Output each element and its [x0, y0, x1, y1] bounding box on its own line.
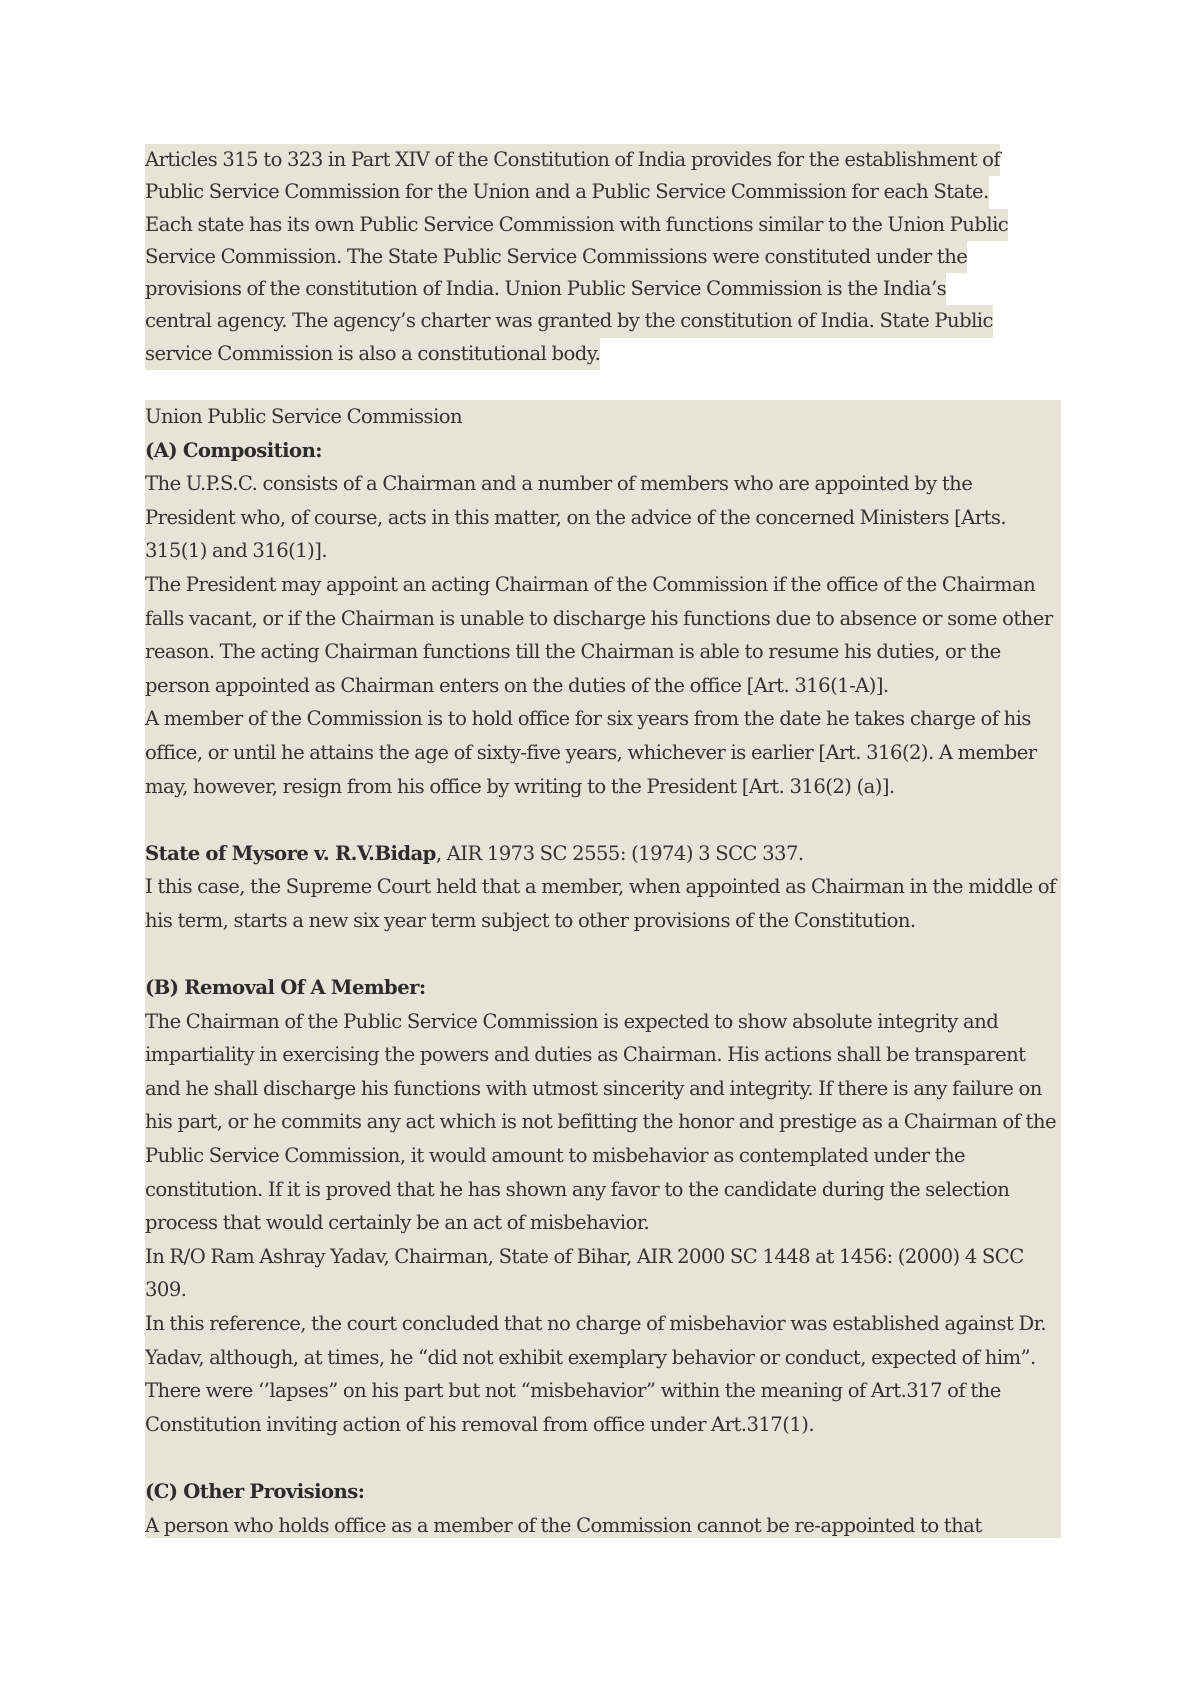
other-provisions-paragraph: A person who holds office as a member of the Commission cannot be re-appointed to that [145, 1513, 982, 1537]
case-holding-paragraph: I this case, the Supreme Court held that a member, when appointed as Chairman in the middle of his term, starts a new six year term subject to other provisions of the Constitution. [145, 875, 1056, 932]
other-provisions-heading: (C) Other Provisions: [145, 1480, 365, 1503]
removal-heading: (B) Removal Of A Member: [145, 976, 426, 1000]
intro-line: Articles 315 to 323 in Part XIV of the Constitution of India provides for the establishment of [145, 144, 1000, 176]
intro-line: central agency. The agency’s charter was granted by the constitution of India. State Public [145, 305, 993, 337]
ram-ashray-case-citation: In R/O Ram Ashray Yadav, Chairman, State of Bihar, AIR 2000 SC 1448 at 1456: (2000) 4 SCC 309. [145, 1244, 1024, 1302]
intro-line: Each state has its own Public Service Commission with functions similar to the Union Public [145, 209, 1008, 241]
composition-heading: (A) Composition: [145, 438, 322, 462]
case-citation [145, 837, 1061, 871]
acting-chairman-paragraph: The President may appoint an acting Chairman of the Commission if the office of the Chairman falls vacant, or if the Chairman is unable to discharge his functions due to absence or some other reason. The acting Chairman functions till the Chairman is able to resume his duties, or the person appointed as Chairman enters on the duties of the office [Art. 316(1-A)]. [145, 572, 1053, 697]
intro-line: Service Commission. The State Public Service Commissions were constituted under the [145, 241, 967, 273]
reference-conclusion-paragraph: In this reference, the court concluded that no charge of misbehavior was established against Dr. Yadav, although, at times, he “did not exhibit exemplary behavior or conduct, expected of him”. There were ‘’lapses” on his part but not “misbehavior” within the meaning of Art.317 of the Constitution inviting action of his removal from office under Art.317(1). [145, 1312, 1047, 1436]
intro-paragraph [145, 144, 1057, 370]
removal-paragraph: The Chairman of the Public Service Commission is expected to show absolute integrity and impartiality in exercising the powers and duties as Chairman. His actions shall be transparent and he shall discharge his functions with utmost sincerity and integrity. If there is any failure on his part, or he commits any act which is not befitting the honor and prestige as a Chairman of the Public Service Commission, it would amount to misbehavior as contemplated under the constitution. If it is proved that he has shown any favor to the candidate during the selection process that would certainly be an act of misbehavior. [145, 1009, 1056, 1235]
intro-line: Public Service Commission for the Union and a Public Service Commission for each State. [145, 176, 989, 208]
section-title: Union Public Service Commission [145, 405, 463, 428]
case-reference: , AIR 1973 SC 2555: (1974) 3 SCC 337. [435, 841, 804, 865]
intro-line: service Commission is also a constitutional body. [145, 338, 600, 370]
intro-line: provisions of the constitution of India. Union Public Service Commission is the India’s [145, 273, 946, 305]
composition-paragraph: The U.P.S.C. consists of a Chairman and a number of members who are appointed by the President who, of course, acts in this matter, on the advice of the concerned Ministers [Arts. 315(1) and 316(1)]. [145, 472, 1007, 563]
upsc-section [145, 400, 1061, 1538]
term-paragraph: A member of the Commission is to hold office for six years from the date he takes charge of his office, or until he attains the age of sixty-five years, whichever is earlier [Art. 316(2). A member may, however, resign from his office by writing to the President [Art. 316(2) (a)]. [145, 707, 1037, 798]
case-name: State of Mysore v. R.V.Bidap [145, 841, 436, 865]
